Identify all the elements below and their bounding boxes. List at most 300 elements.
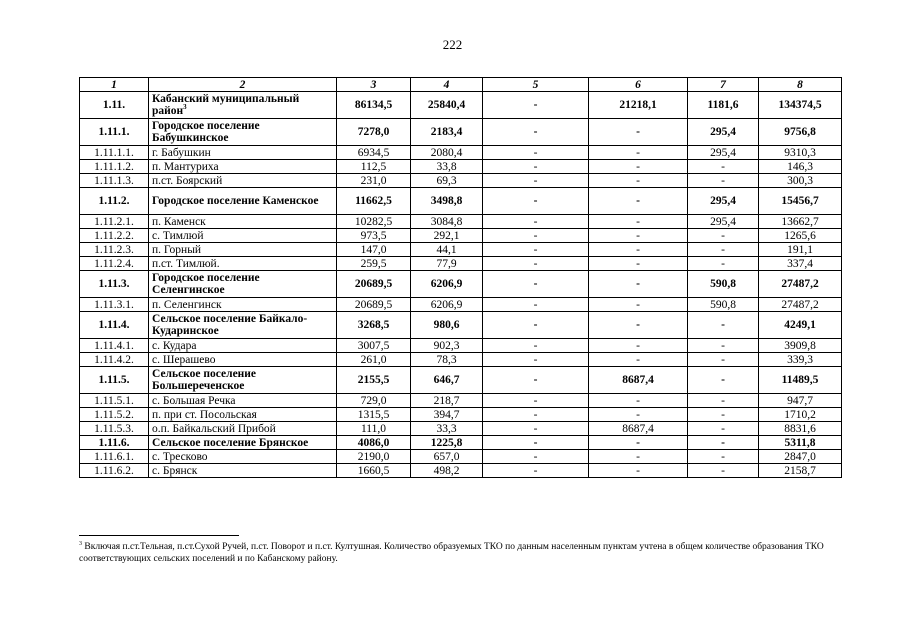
cell-c4 bbox=[411, 174, 483, 188]
cell-c6 bbox=[589, 243, 688, 257]
cell-c6-text: - bbox=[636, 174, 640, 187]
table-row bbox=[80, 353, 842, 367]
header-col-5: 5 bbox=[483, 78, 589, 92]
cell-code-text: 1.11.1.1. bbox=[94, 146, 134, 159]
cell-name bbox=[149, 257, 337, 271]
cell-c6-text: - bbox=[636, 450, 640, 463]
cell-code-text: 1.11.3.1. bbox=[94, 298, 134, 311]
cell-c4 bbox=[411, 464, 483, 478]
table-row bbox=[80, 92, 842, 119]
cell-code bbox=[80, 422, 149, 436]
cell-c8-text: 2158,7 bbox=[784, 464, 816, 477]
cell-c6 bbox=[589, 408, 688, 422]
cell-c6 bbox=[589, 353, 688, 367]
cell-code-text: 1.11.2.1. bbox=[94, 215, 134, 228]
footnote-text: Включая п.ст.Тельная, п.ст.Сухой Ручей, п.ст. Поворот и п.ст. Култушная. Количество образуемых ТКО по данным населенным пунктам учтена в общем количестве образования ТКО соответствующих сельских поселений и по Кабанскому району. bbox=[79, 542, 824, 564]
cell-c5 bbox=[483, 271, 589, 298]
cell-c7 bbox=[688, 450, 759, 464]
cell-name bbox=[149, 146, 337, 160]
waste-volume-table bbox=[79, 77, 842, 478]
cell-c8-text: 337,4 bbox=[787, 257, 813, 270]
cell-code-text: 1.11. bbox=[102, 99, 126, 111]
header-col-6: 6 bbox=[589, 78, 688, 92]
cell-c7 bbox=[688, 394, 759, 408]
cell-c7 bbox=[688, 188, 759, 215]
cell-c3-text: 729,0 bbox=[360, 394, 387, 407]
cell-c5-text: - bbox=[533, 339, 538, 352]
cell-c6 bbox=[589, 450, 688, 464]
cell-c4 bbox=[411, 229, 483, 243]
cell-c8 bbox=[759, 312, 842, 339]
cell-c4 bbox=[411, 243, 483, 257]
cell-c8 bbox=[759, 422, 842, 436]
cell-c4-text: 3084,8 bbox=[430, 215, 463, 228]
cell-c7-text: 590,8 bbox=[710, 278, 736, 290]
cell-c3-text: 147,0 bbox=[360, 243, 387, 256]
cell-name-text: п. Селенгинск bbox=[152, 298, 222, 311]
cell-c3-text: 261,0 bbox=[360, 353, 387, 366]
cell-c8 bbox=[759, 436, 842, 450]
cell-c7 bbox=[688, 339, 759, 353]
cell-c3-text: 111,0 bbox=[360, 422, 387, 435]
cell-c3-text: 20689,5 bbox=[354, 298, 393, 311]
cell-c7 bbox=[688, 92, 759, 119]
cell-c3-text: 2190,0 bbox=[357, 450, 390, 463]
cell-c5-text: - bbox=[533, 353, 538, 366]
cell-c4-text: 498,2 bbox=[433, 464, 460, 477]
cell-c7 bbox=[688, 229, 759, 243]
cell-name-text: Сельское поселение Брянское bbox=[152, 436, 309, 449]
cell-c8-text: 15456,7 bbox=[781, 195, 819, 207]
cell-name bbox=[149, 298, 337, 312]
cell-c3 bbox=[337, 160, 411, 174]
cell-c4-text: 2080,4 bbox=[430, 146, 463, 159]
cell-c8-text: 4249,1 bbox=[784, 319, 816, 331]
cell-code-text: 1.11.1.3. bbox=[94, 174, 134, 187]
cell-c4 bbox=[411, 215, 483, 229]
cell-c5-text: - bbox=[533, 174, 538, 187]
cell-c4-text: 218,7 bbox=[433, 394, 460, 407]
cell-c6-text: - bbox=[636, 160, 640, 173]
cell-c6-text: 21218,1 bbox=[619, 99, 657, 111]
cell-c7 bbox=[688, 422, 759, 436]
cell-c3 bbox=[337, 174, 411, 188]
cell-code-text: 1.11.4.2. bbox=[94, 353, 134, 366]
cell-c3 bbox=[337, 408, 411, 422]
cell-c8-text: 1710,2 bbox=[784, 408, 816, 421]
cell-c8 bbox=[759, 367, 842, 394]
cell-c7 bbox=[688, 298, 759, 312]
cell-code bbox=[80, 339, 149, 353]
cell-c5-text: - bbox=[533, 278, 538, 290]
cell-c5 bbox=[483, 312, 589, 339]
cell-c6 bbox=[589, 229, 688, 243]
cell-c6 bbox=[589, 257, 688, 271]
cell-code-text: 1.11.1.2. bbox=[94, 160, 134, 173]
cell-name-text: п. Горный bbox=[152, 243, 202, 256]
cell-c7-text: - bbox=[721, 339, 725, 352]
cell-c5 bbox=[483, 160, 589, 174]
cell-c5-text: - bbox=[533, 374, 538, 386]
table-row bbox=[80, 146, 842, 160]
cell-c7-text: 295,4 bbox=[710, 215, 736, 228]
cell-c7 bbox=[688, 119, 759, 146]
cell-c4-text: 3498,8 bbox=[430, 195, 463, 207]
cell-c6 bbox=[589, 464, 688, 478]
cell-name-text: п. Каменск bbox=[152, 215, 206, 228]
cell-code bbox=[80, 160, 149, 174]
cell-name bbox=[149, 450, 337, 464]
header-col-1: 1 bbox=[80, 78, 149, 92]
cell-c6 bbox=[589, 298, 688, 312]
cell-code-text: 1.11.2.3. bbox=[94, 243, 134, 256]
cell-code-text: 1.11.2.4. bbox=[94, 257, 134, 270]
cell-c5-text: - bbox=[533, 195, 538, 207]
cell-c7-text: 295,4 bbox=[710, 195, 736, 207]
cell-code-text: 1.11.6. bbox=[98, 436, 130, 449]
cell-c4 bbox=[411, 339, 483, 353]
cell-c4-text: 69,3 bbox=[436, 174, 457, 187]
cell-c8 bbox=[759, 339, 842, 353]
cell-c5 bbox=[483, 188, 589, 215]
cell-c8 bbox=[759, 394, 842, 408]
cell-c5 bbox=[483, 298, 589, 312]
cell-code-text: 1.11.2.2. bbox=[94, 229, 134, 242]
cell-c6 bbox=[589, 271, 688, 298]
cell-c6-text: - bbox=[636, 436, 640, 449]
header-col-3: 3 bbox=[337, 78, 411, 92]
cell-c3-text: 1660,5 bbox=[357, 464, 390, 477]
cell-code bbox=[80, 215, 149, 229]
cell-code bbox=[80, 243, 149, 257]
table-row bbox=[80, 229, 842, 243]
cell-c5-text: - bbox=[533, 146, 538, 159]
cell-c6 bbox=[589, 160, 688, 174]
cell-c5 bbox=[483, 339, 589, 353]
cell-c7 bbox=[688, 174, 759, 188]
cell-name-text: с. Брянск bbox=[152, 464, 198, 477]
cell-c8 bbox=[759, 119, 842, 146]
cell-c3 bbox=[337, 436, 411, 450]
cell-name-text: Городское поселение Селенгинское bbox=[152, 272, 260, 296]
cell-c6-text: - bbox=[636, 243, 640, 256]
cell-c3 bbox=[337, 422, 411, 436]
cell-code bbox=[80, 257, 149, 271]
cell-c6 bbox=[589, 367, 688, 394]
cell-c3 bbox=[337, 92, 411, 119]
cell-c4-text: 78,3 bbox=[436, 353, 457, 366]
cell-c7 bbox=[688, 257, 759, 271]
cell-c8-text: 300,3 bbox=[787, 174, 813, 187]
cell-c7 bbox=[688, 312, 759, 339]
cell-c8-text: 27487,2 bbox=[781, 298, 819, 311]
cell-code bbox=[80, 367, 149, 394]
header-col-7: 7 bbox=[688, 78, 759, 92]
cell-name-text: о.п. Байкальский Прибой bbox=[152, 422, 276, 435]
table-row bbox=[80, 422, 842, 436]
cell-c6 bbox=[589, 146, 688, 160]
footnote bbox=[79, 541, 839, 565]
cell-name bbox=[149, 215, 337, 229]
cell-name-text: с. Тресково bbox=[152, 450, 208, 463]
cell-c6-text: - bbox=[636, 146, 640, 159]
cell-c4-text: 77,9 bbox=[436, 257, 457, 270]
cell-c5 bbox=[483, 229, 589, 243]
cell-c7-text: - bbox=[721, 160, 725, 173]
cell-code bbox=[80, 464, 149, 478]
cell-c6 bbox=[589, 422, 688, 436]
cell-name bbox=[149, 119, 337, 146]
cell-c8 bbox=[759, 243, 842, 257]
cell-c5 bbox=[483, 353, 589, 367]
cell-c8-text: 947,7 bbox=[787, 394, 813, 407]
table-row bbox=[80, 298, 842, 312]
cell-code-text: 1.11.2. bbox=[98, 195, 130, 207]
cell-c3-text: 3268,5 bbox=[357, 319, 390, 331]
cell-c7-text: - bbox=[721, 353, 725, 366]
cell-c3 bbox=[337, 146, 411, 160]
cell-c3 bbox=[337, 298, 411, 312]
cell-c4-text: 33,3 bbox=[436, 422, 457, 435]
cell-code-text: 1.11.5. bbox=[98, 374, 130, 386]
table-row bbox=[80, 174, 842, 188]
cell-name-text: п.ст. Боярский bbox=[152, 174, 223, 187]
table-row bbox=[80, 160, 842, 174]
table-row bbox=[80, 257, 842, 271]
cell-c6 bbox=[589, 174, 688, 188]
cell-c8 bbox=[759, 298, 842, 312]
cell-c8 bbox=[759, 229, 842, 243]
cell-name bbox=[149, 174, 337, 188]
footnote-marker: 3 bbox=[79, 540, 82, 547]
cell-c7 bbox=[688, 353, 759, 367]
table-row bbox=[80, 243, 842, 257]
cell-c7-text: - bbox=[721, 174, 725, 187]
cell-c8-text: 8831,6 bbox=[784, 422, 816, 435]
cell-c5-text: - bbox=[533, 215, 538, 228]
cell-c7-text: - bbox=[721, 422, 725, 435]
cell-c7-text: - bbox=[721, 374, 725, 386]
cell-c6 bbox=[589, 92, 688, 119]
cell-c8-text: 27487,2 bbox=[781, 278, 819, 290]
cell-code bbox=[80, 394, 149, 408]
cell-c4-text: 44,1 bbox=[436, 243, 457, 256]
cell-c3-text: 4086,0 bbox=[357, 436, 390, 449]
cell-name-text: с. Большая Речка bbox=[152, 394, 236, 407]
cell-code bbox=[80, 119, 149, 146]
cell-c4 bbox=[411, 257, 483, 271]
cell-c6-text: - bbox=[636, 353, 640, 366]
cell-c6-text: - bbox=[636, 229, 640, 242]
cell-code bbox=[80, 92, 149, 119]
footnote-reference: 3 bbox=[183, 103, 187, 112]
cell-name-text: Кабанский муниципальный район bbox=[152, 93, 300, 117]
cell-c4 bbox=[411, 188, 483, 215]
cell-c3 bbox=[337, 229, 411, 243]
cell-c6-text: - bbox=[636, 257, 640, 270]
cell-c6-text: - bbox=[636, 195, 640, 207]
cell-c8 bbox=[759, 271, 842, 298]
cell-c5-text: - bbox=[533, 257, 538, 270]
cell-c5 bbox=[483, 92, 589, 119]
table-row bbox=[80, 271, 842, 298]
cell-name bbox=[149, 160, 337, 174]
table-row bbox=[80, 394, 842, 408]
cell-c3 bbox=[337, 353, 411, 367]
cell-code bbox=[80, 146, 149, 160]
cell-name-text: п. при ст. Посольская bbox=[152, 408, 257, 421]
cell-c5 bbox=[483, 257, 589, 271]
cell-c4 bbox=[411, 408, 483, 422]
cell-c8 bbox=[759, 188, 842, 215]
cell-code bbox=[80, 353, 149, 367]
cell-c5-text: - bbox=[533, 160, 538, 173]
cell-c6-text: - bbox=[636, 298, 640, 311]
cell-c5-text: - bbox=[533, 229, 538, 242]
cell-c4 bbox=[411, 450, 483, 464]
cell-c7-text: - bbox=[721, 450, 725, 463]
cell-code bbox=[80, 408, 149, 422]
cell-c3-text: 20689,5 bbox=[354, 278, 393, 290]
cell-c8-text: 1265,6 bbox=[784, 229, 816, 242]
header-col-8: 8 bbox=[759, 78, 842, 92]
cell-c7 bbox=[688, 464, 759, 478]
cell-code-text: 1.11.5.2. bbox=[94, 408, 134, 421]
cell-c8-text: 5311,8 bbox=[784, 436, 816, 449]
cell-c5 bbox=[483, 367, 589, 394]
table-body bbox=[80, 92, 842, 478]
cell-c4-text: 646,7 bbox=[433, 374, 460, 386]
cell-c8 bbox=[759, 257, 842, 271]
cell-c4 bbox=[411, 298, 483, 312]
cell-c5-text: - bbox=[533, 99, 538, 111]
cell-c6 bbox=[589, 436, 688, 450]
header-col-4: 4 bbox=[411, 78, 483, 92]
cell-c7-text: 295,4 bbox=[710, 126, 736, 138]
cell-c8 bbox=[759, 92, 842, 119]
cell-c3-text: 2155,5 bbox=[357, 374, 390, 386]
cell-c3 bbox=[337, 188, 411, 215]
cell-c7-text: 1181,6 bbox=[707, 99, 739, 111]
cell-c3-text: 3007,5 bbox=[357, 339, 390, 352]
cell-name bbox=[149, 188, 337, 215]
cell-code-text: 1.11.5.1. bbox=[94, 394, 134, 407]
cell-c6-text: 8687,4 bbox=[622, 422, 654, 435]
cell-c8 bbox=[759, 450, 842, 464]
cell-c6 bbox=[589, 119, 688, 146]
cell-c8 bbox=[759, 408, 842, 422]
cell-c5-text: - bbox=[533, 422, 538, 435]
cell-name-text: Сельское поселение Байкало-Кударинское bbox=[152, 313, 308, 337]
cell-c8-text: 11489,5 bbox=[781, 374, 819, 386]
cell-c6-text: - bbox=[636, 319, 640, 331]
cell-c5-text: - bbox=[533, 126, 538, 138]
cell-code-text: 1.11.1. bbox=[98, 126, 130, 138]
table-row bbox=[80, 450, 842, 464]
cell-c3 bbox=[337, 119, 411, 146]
cell-code bbox=[80, 174, 149, 188]
cell-c3 bbox=[337, 243, 411, 257]
cell-c5 bbox=[483, 422, 589, 436]
cell-c4-text: 902,3 bbox=[433, 339, 460, 352]
cell-c5 bbox=[483, 119, 589, 146]
cell-c3 bbox=[337, 312, 411, 339]
table-row bbox=[80, 464, 842, 478]
cell-c3 bbox=[337, 339, 411, 353]
cell-c7 bbox=[688, 215, 759, 229]
cell-name-text: с. Кудара bbox=[152, 339, 197, 352]
cell-c5 bbox=[483, 243, 589, 257]
cell-c5-text: - bbox=[533, 408, 538, 421]
table-row bbox=[80, 188, 842, 215]
cell-name bbox=[149, 229, 337, 243]
cell-c4-text: 657,0 bbox=[433, 450, 460, 463]
table-row bbox=[80, 119, 842, 146]
cell-c3 bbox=[337, 271, 411, 298]
cell-name bbox=[149, 271, 337, 298]
cell-c8-text: 3909,8 bbox=[784, 339, 816, 352]
cell-c5-text: - bbox=[533, 319, 538, 331]
cell-code bbox=[80, 271, 149, 298]
cell-c4-text: 394,7 bbox=[433, 408, 460, 421]
header-col-2: 2 bbox=[149, 78, 337, 92]
cell-name bbox=[149, 367, 337, 394]
cell-c4 bbox=[411, 367, 483, 394]
cell-c4 bbox=[411, 119, 483, 146]
cell-code bbox=[80, 450, 149, 464]
cell-c6-text: - bbox=[636, 408, 640, 421]
cell-c7-text: - bbox=[721, 257, 725, 270]
cell-c5 bbox=[483, 394, 589, 408]
cell-c3-text: 10282,5 bbox=[354, 215, 393, 228]
cell-c5 bbox=[483, 408, 589, 422]
cell-c8 bbox=[759, 464, 842, 478]
cell-c7 bbox=[688, 146, 759, 160]
cell-code bbox=[80, 188, 149, 215]
cell-c4 bbox=[411, 422, 483, 436]
cell-name-text: с. Тимлюй bbox=[152, 229, 204, 242]
cell-name-text: Городское поселение Бабушкинское bbox=[152, 120, 260, 144]
cell-c7-text: - bbox=[721, 243, 725, 256]
cell-c3-text: 973,5 bbox=[360, 229, 387, 242]
cell-c6 bbox=[589, 394, 688, 408]
cell-c4 bbox=[411, 271, 483, 298]
cell-c3-text: 7278,0 bbox=[357, 126, 390, 138]
cell-c7 bbox=[688, 243, 759, 257]
cell-c4-text: 2183,4 bbox=[430, 126, 463, 138]
cell-code-text: 1.11.5.3. bbox=[94, 422, 134, 435]
cell-c6-text: 8687,4 bbox=[622, 374, 654, 386]
cell-c5 bbox=[483, 464, 589, 478]
cell-name bbox=[149, 339, 337, 353]
cell-name bbox=[149, 353, 337, 367]
cell-name bbox=[149, 394, 337, 408]
cell-c6 bbox=[589, 215, 688, 229]
cell-c8 bbox=[759, 146, 842, 160]
cell-c5 bbox=[483, 174, 589, 188]
cell-c7-text: - bbox=[721, 319, 725, 331]
cell-c8 bbox=[759, 353, 842, 367]
cell-c7 bbox=[688, 436, 759, 450]
cell-c4-text: 292,1 bbox=[433, 229, 460, 242]
cell-c3 bbox=[337, 215, 411, 229]
cell-c5-text: - bbox=[533, 436, 538, 449]
cell-c7 bbox=[688, 367, 759, 394]
cell-code-text: 1.11.6.1. bbox=[94, 450, 134, 463]
cell-name bbox=[149, 436, 337, 450]
cell-c7-text: 295,4 bbox=[710, 146, 736, 159]
cell-c3-text: 11662,5 bbox=[355, 195, 392, 207]
